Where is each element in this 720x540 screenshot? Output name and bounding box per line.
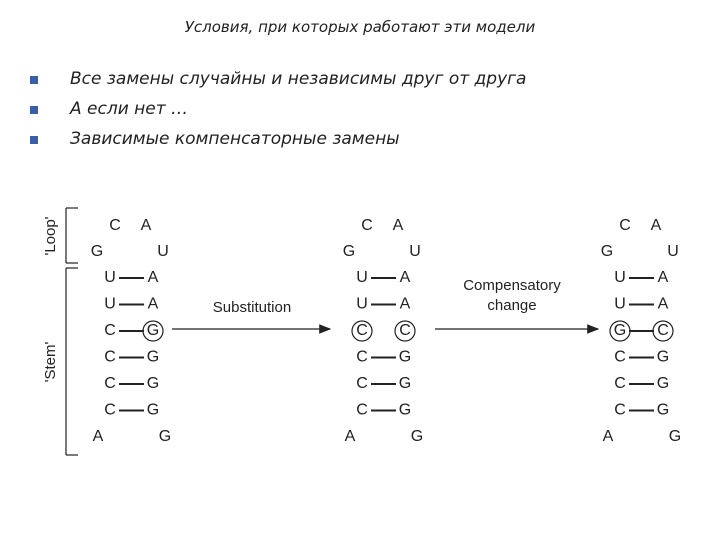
stem-nucleotide-right: G — [146, 348, 160, 366]
stem-nucleotide-left: U — [104, 295, 116, 313]
bullet-text: А если нет … — [70, 99, 189, 119]
stem-nucleotide-right: G — [146, 401, 160, 419]
loop-nucleotide: U — [157, 243, 169, 261]
loop-nucleotide: G — [90, 243, 104, 261]
substitution-label: Substitution — [212, 299, 292, 316]
loop-nucleotide: G — [342, 243, 356, 261]
loop-nucleotide: C — [361, 217, 373, 235]
loop-nucleotide: A — [392, 217, 404, 235]
stem-nucleotide-right: G — [146, 322, 160, 340]
stem-nucleotide-left: C — [356, 375, 368, 393]
loop-nucleotide: A — [140, 217, 152, 235]
tail-nucleotide: G — [410, 428, 424, 446]
stem-nucleotide-right: A — [657, 295, 669, 313]
stem-nucleotide-left: C — [356, 401, 368, 419]
loop-nucleotide: C — [619, 217, 631, 235]
stem-nucleotide-left: U — [104, 269, 116, 287]
stem-nucleotide-left: C — [356, 348, 368, 366]
stem-bracket — [42, 268, 78, 455]
stem-nucleotide-right: A — [399, 269, 411, 287]
stem-nucleotide-right: C — [657, 322, 669, 340]
loop-label: 'Loop' — [42, 216, 59, 256]
tail-nucleotide: G — [158, 428, 172, 446]
stem-nucleotide-right: G — [656, 375, 670, 393]
stem-nucleotide-left: U — [356, 269, 368, 287]
stem-nucleotide-left: C — [614, 348, 626, 366]
loop-nucleotide: C — [109, 217, 121, 235]
stem-nucleotide-right: G — [656, 348, 670, 366]
rna-hairpin — [343, 217, 423, 445]
stem-nucleotide-right: G — [398, 375, 412, 393]
stem-nucleotide-left: U — [614, 295, 626, 313]
stem-nucleotide-left: C — [104, 401, 116, 419]
stem-nucleotide-right: G — [146, 375, 160, 393]
loop-nucleotide: U — [667, 243, 679, 261]
stem-nucleotide-left: U — [356, 295, 368, 313]
stem-nucleotide-right: A — [147, 295, 159, 313]
bullet-text: Все замены случайны и независимы друг от друга — [70, 69, 527, 89]
stem-nucleotide-right: G — [398, 401, 412, 419]
stem-nucleotide-right: A — [399, 295, 411, 313]
tail-nucleotide: A — [344, 428, 356, 446]
rna-hairpin — [601, 217, 681, 445]
loop-nucleotide: A — [650, 217, 662, 235]
compensatory-label-line2: change — [487, 297, 537, 314]
stem-nucleotide-right: A — [147, 269, 159, 287]
bullet-text: Зависимые компенсаторные замены — [70, 129, 400, 149]
stem-nucleotide-left: C — [356, 322, 368, 340]
stem-nucleotide-left: C — [104, 375, 116, 393]
rna-hairpin — [91, 217, 171, 445]
stem-nucleotide-right: G — [398, 348, 412, 366]
stem-nucleotide-right: C — [399, 322, 411, 340]
slide-title: Условия, при которых работают эти модели — [184, 18, 536, 36]
stem-nucleotide-left: U — [614, 269, 626, 287]
tail-nucleotide: A — [92, 428, 104, 446]
stem-nucleotide-left: G — [613, 322, 627, 340]
tail-nucleotide: G — [668, 428, 682, 446]
stem-nucleotide-left: C — [614, 375, 626, 393]
stem-nucleotide-left: C — [104, 348, 116, 366]
compensatory-label-line1: Compensatory — [463, 277, 561, 294]
stem-nucleotide-left: C — [614, 401, 626, 419]
rna-structures — [91, 217, 681, 445]
tail-nucleotide: A — [602, 428, 614, 446]
substitution-arrow — [172, 299, 330, 329]
loop-bracket — [42, 208, 78, 263]
compensatory-arrow — [435, 277, 598, 329]
stem-nucleotide-right: A — [657, 269, 669, 287]
loop-nucleotide: U — [409, 243, 421, 261]
loop-nucleotide: G — [600, 243, 614, 261]
stem-nucleotide-right: G — [656, 401, 670, 419]
stem-label: 'Stem' — [42, 341, 59, 383]
stem-nucleotide-left: C — [104, 322, 116, 340]
